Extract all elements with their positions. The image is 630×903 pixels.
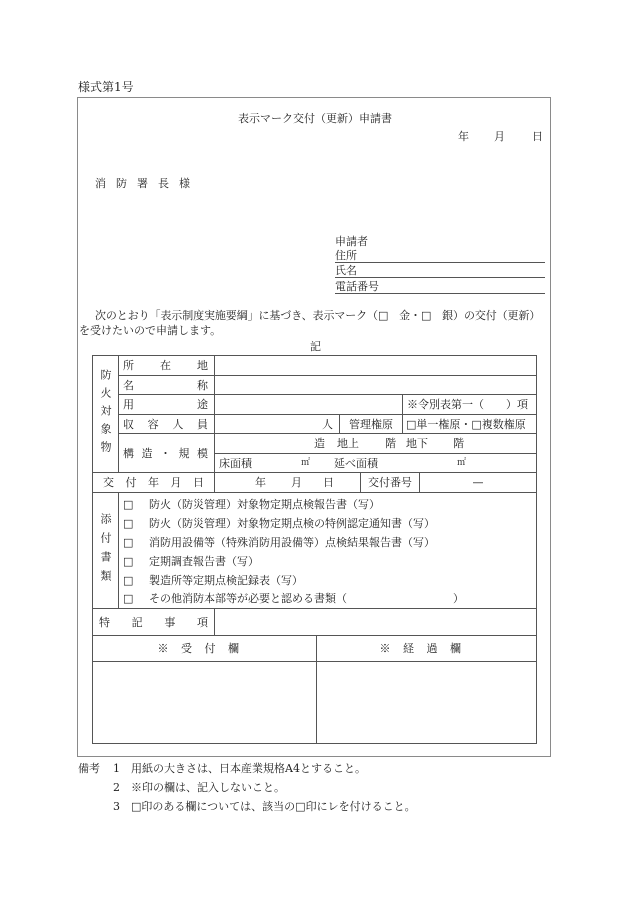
issue-date-label-text: 交 付 年 月 日 xyxy=(103,476,204,489)
remark-number: 3 xyxy=(113,800,120,813)
attachment-item[interactable] xyxy=(119,552,536,571)
phone-field[interactable] xyxy=(335,293,545,294)
management-label: 管理権原 xyxy=(339,414,403,434)
below-ground-label: 地下 xyxy=(406,437,428,450)
checkbox-icon[interactable]: □ xyxy=(123,555,134,568)
applicant-name-label: 氏名 xyxy=(335,264,357,277)
checkbox-icon[interactable]: □ xyxy=(123,498,134,511)
attachment-other-close: ） xyxy=(453,592,464,605)
issue-date-field[interactable] xyxy=(214,472,361,493)
floors-above-unit: 階 xyxy=(385,437,396,450)
intro-line-1: 次のとおり「表示制度実施要綱」に基づき、表示マーク（□ 金・□ 銀）の交付（更新） xyxy=(95,309,541,322)
attachments-group-text: 添付書類 xyxy=(99,512,112,589)
address-field[interactable] xyxy=(335,262,545,263)
attachment-item[interactable] xyxy=(119,571,536,590)
remark-number: 1 xyxy=(113,762,120,775)
checkbox-icon[interactable]: □ xyxy=(123,574,134,587)
capacity-label-text: 収 容 人 員 xyxy=(123,417,208,431)
name-label-text: 名 称 xyxy=(123,378,208,392)
remark-text: 用紙の大きさは、日本産業規格A4とすること。 xyxy=(131,762,366,775)
attachment-label: 定期調査報告書（写） xyxy=(149,555,259,568)
form-title: 表示マーク交付（更新）申請書 xyxy=(238,112,392,125)
floor-area-unit: ㎡ xyxy=(301,458,311,468)
capacity-unit: 人 xyxy=(322,417,333,431)
structure-label xyxy=(118,433,215,473)
attachment-label: 防火（防災管理）対象物定期点検報告書（写） xyxy=(149,498,380,511)
issue-month-label: 月 xyxy=(291,476,302,489)
object-group-label xyxy=(92,355,119,473)
notes-label xyxy=(92,608,215,636)
reception-box xyxy=(92,661,317,744)
structure-label-text: 構 造 ・ 規 模 xyxy=(123,446,208,460)
capacity-label xyxy=(118,414,215,434)
attachment-label: その他消防本部等が必要と認める書類（ xyxy=(149,592,347,605)
date-day-label: 日 xyxy=(532,130,543,143)
name-label xyxy=(118,375,215,395)
remark-text: □印のある欄については、該当の□印にレを付けること。 xyxy=(131,800,416,813)
issue-number-label: 交付番号 xyxy=(360,472,420,493)
above-ground-label: 地上 xyxy=(337,437,359,450)
attachment-item[interactable] xyxy=(119,495,536,514)
attachment-item[interactable] xyxy=(119,589,536,608)
attachment-label: 消防用設備等（特殊消防用設備等）点検結果報告書（写） xyxy=(149,536,435,549)
attachments-list xyxy=(118,492,537,609)
notes-field[interactable] xyxy=(214,608,537,636)
attachment-item[interactable] xyxy=(119,514,536,533)
remark-number: 2 xyxy=(113,781,120,794)
location-label xyxy=(118,355,215,376)
floor-area-label: 床面積 xyxy=(219,457,252,470)
reception-header-text: ※受付欄 xyxy=(157,642,252,655)
object-group-text: 防火対象物 xyxy=(99,369,112,459)
location-label-text: 所 在 地 xyxy=(123,359,208,372)
date-year-label: 年 xyxy=(458,130,469,143)
issue-year-label: 年 xyxy=(255,476,266,489)
area-field[interactable] xyxy=(214,453,537,473)
object-name-field[interactable] xyxy=(214,375,537,395)
checkbox-icon[interactable]: □ xyxy=(123,536,134,549)
attachment-item[interactable] xyxy=(119,533,536,552)
applicant-phone-label: 電話番号 xyxy=(335,280,379,293)
location-field[interactable] xyxy=(214,355,537,376)
construction-unit: 造 xyxy=(314,437,325,450)
total-area-unit: ㎡ xyxy=(457,458,467,468)
attachment-label: 防火（防災管理）対象物定期点検の特例認定通知書（写） xyxy=(149,517,435,530)
checkbox-icon[interactable]: □ xyxy=(123,517,134,530)
applicant-address-label: 住所 xyxy=(335,249,357,262)
checkbox-icon[interactable]: □ xyxy=(123,592,134,605)
attachments-group-label xyxy=(92,492,119,609)
use-label xyxy=(118,394,215,415)
use-field[interactable] xyxy=(214,394,403,415)
notes-label-text: 特 記 事 項 xyxy=(99,615,208,629)
remark-text: ※印の欄は、記入しないこと。 xyxy=(131,781,285,794)
use-label-text: 用 途 xyxy=(123,398,208,411)
applicant-heading: 申請者 xyxy=(335,235,368,248)
attachment-label: 製造所等定期点検記録表（写） xyxy=(149,574,303,587)
issue-date-label xyxy=(92,472,215,493)
addressee: 消防署長様 xyxy=(95,177,200,190)
date-month-label: 月 xyxy=(494,130,505,143)
issue-day-label: 日 xyxy=(323,476,334,489)
ki-heading: 記 xyxy=(310,340,321,353)
reception-header xyxy=(92,635,317,662)
management-options[interactable]: □単一権原・□複数権原 xyxy=(402,414,537,434)
progress-box xyxy=(316,661,537,744)
use-class-field[interactable]: ※令別表第一（ ）項 xyxy=(402,394,537,415)
form-number: 様式第1号 xyxy=(78,80,134,94)
remarks-heading: 備考 xyxy=(78,762,100,775)
total-area-label: 延べ面積 xyxy=(334,457,378,470)
floors-below-unit: 階 xyxy=(453,437,464,450)
name-field[interactable] xyxy=(335,277,545,278)
progress-header-text: ※経過欄 xyxy=(379,642,474,655)
intro-line-2: を受けたいので申請します。 xyxy=(79,324,222,337)
issue-number-value: — xyxy=(419,472,537,493)
capacity-field[interactable] xyxy=(214,414,340,434)
structure-field[interactable] xyxy=(214,433,537,454)
progress-header xyxy=(316,635,537,662)
